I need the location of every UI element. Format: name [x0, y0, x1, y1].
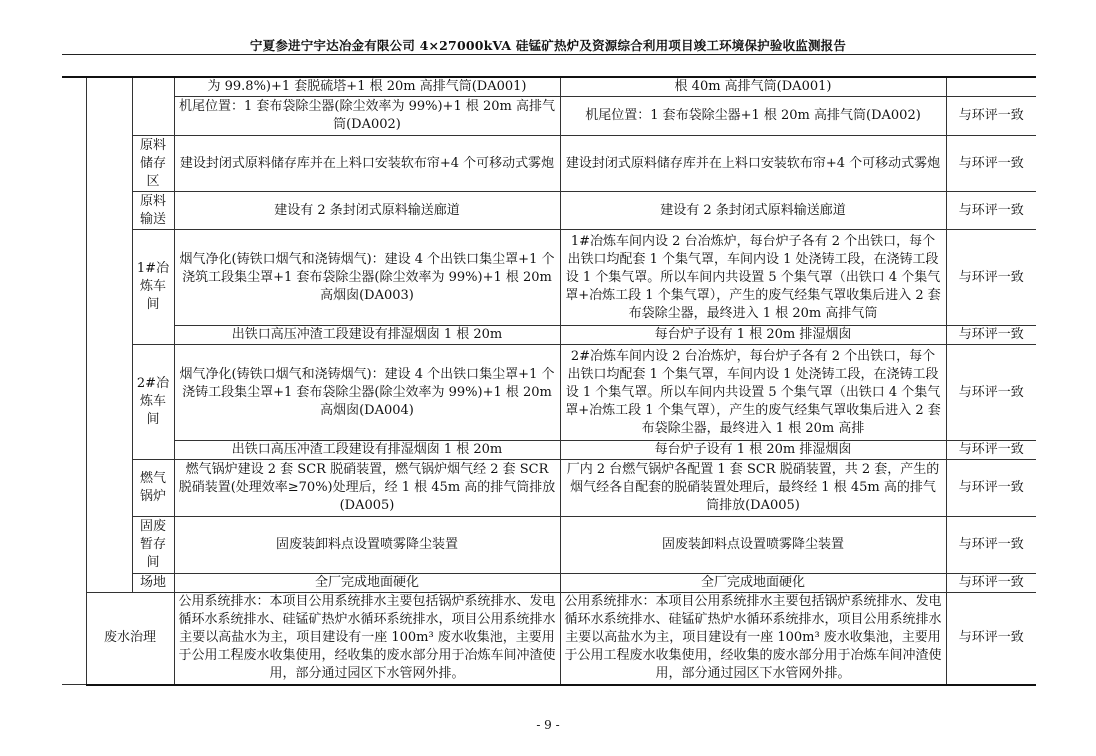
category-cell: 2#冶炼车间 — [132, 345, 174, 460]
category-cell: 固废暂存间 — [132, 517, 174, 574]
env-measure-cell: 建设封闭式原料储存库并在上料口安装软布帘+4 个可移动式雾炮 — [174, 136, 560, 192]
actual-measure-cell: 建设封闭式原料储存库并在上料口安装软布帘+4 个可移动式雾炮 — [560, 136, 946, 192]
actual-measure-cell: 固废装卸料点设置喷雾降尘装置 — [560, 517, 946, 574]
table-row — [62, 230, 1036, 326]
category-cell: 原料储存区 — [132, 136, 174, 192]
report-header-title: 宁夏参进宁宇达冶金有限公司 4×27000kVA 硅锰矿热炉及资源综合利用项目竣工环境保护验收监测报告 — [249, 38, 847, 53]
table-row — [62, 345, 1036, 441]
actual-measure-cell: 2#冶炼车间内设 2 台冶炼炉，每台炉子各有 2 个出铁口，每个出铁口均配套 1 个集气罩，车间内设 1 处浇铸工段，在浇铸工段设 1 个集气罩。所以车间内共设置 5 个集气罩（出铁口 4 个集气罩+冶炼工段 1 个集气罩），产生的废气经集气罩收集后进入 2 套布袋除尘器，最终进入 1 根 20m 高排 — [560, 345, 946, 441]
table-row — [62, 326, 1036, 345]
table-row — [62, 441, 1036, 460]
blank-category-col — [62, 77, 86, 685]
category-cell: 1#冶炼车间 — [132, 230, 174, 345]
env-measure-cell: 公用系统排水：本项目公用系统排水主要包括锅炉系统排水、发电循环水系统排水、硅锰矿热炉水循环系统排水，项目公用系统排水主要以高盐水为主，项目建设有一座 100m³ 废水收集池，主要用于公用工程废水收集使用，经收集的废水部分用于冶炼车间冲渣使用，部分通过园区下水管网外排。 — [174, 593, 560, 685]
actual-measure-cell: 建设有 2 条封闭式原料输送廊道 — [560, 192, 946, 230]
env-measure-cell: 建设有 2 条封闭式原料输送廊道 — [174, 192, 560, 230]
result-cell: 与环评一致 — [946, 97, 1036, 136]
category-cell: 原料输送 — [132, 192, 174, 230]
category-cell-continued — [132, 77, 174, 136]
result-cell: 与环评一致 — [946, 441, 1036, 460]
category-cell: 废水治理 — [86, 593, 174, 685]
actual-measure-cell: 每台炉子设有 1 根 20m 排湿烟囱 — [560, 326, 946, 345]
result-cell — [946, 77, 1036, 97]
actual-measure-cell: 根 40m 高排气筒(DA001) — [560, 77, 946, 97]
blank-subcategory-col — [86, 77, 132, 593]
result-cell: 与环评一致 — [946, 230, 1036, 326]
result-cell: 与环评一致 — [946, 345, 1036, 441]
env-measure-cell: 出铁口高压冲渣工段建设有排湿烟囱 1 根 20m — [174, 326, 560, 345]
table-row — [62, 593, 1036, 685]
actual-measure-cell: 机尾位置：1 套布袋除尘器+1 根 20m 高排气筒(DA002) — [560, 97, 946, 136]
env-measure-cell: 全厂完成地面硬化 — [174, 574, 560, 593]
table-row — [62, 77, 1036, 97]
env-measure-cell: 烟气净化(铸铁口烟气和浇铸烟气)：建设 4 个出铁口集尘罩+1 个浇铸工段集尘罩+1 套布袋除尘器(除尘效率为 99%)+1 根 20m 高烟囱(DA004) — [174, 345, 560, 441]
env-measure-cell: 机尾位置：1 套布袋除尘器(除尘效率为 99%)+1 根 20m 高排气筒(DA002) — [174, 97, 560, 136]
result-cell: 与环评一致 — [946, 574, 1036, 593]
table-row — [62, 574, 1036, 593]
actual-measure-cell: 公用系统排水：本项目公用系统排水主要包括锅炉系统排水、发电循环水系统排水、硅锰矿热炉水循环系统排水，项目公用系统排水主要以高盐水为主，项目建设有一座 100m³ 废水收集池，主要用于公用工程废水收集使用，经收集的废水部分用于冶炼车间冲渣使用，部分通过园区下水管网外排。 — [560, 593, 946, 685]
header-divider — [62, 54, 1036, 55]
env-measure-cell: 燃气锅炉建设 2 套 SCR 脱硝装置，燃气锅炉烟气经 2 套 SCR 脱硝装置(处理效率≥70%)处理后，经 1 根 45m 高的排气筒排放(DA005) — [174, 460, 560, 517]
actual-measure-cell: 全厂完成地面硬化 — [560, 574, 946, 593]
table-row — [62, 517, 1036, 574]
comparison-table — [62, 76, 1036, 686]
env-measure-cell: 烟气净化(铸铁口烟气和浇铸烟气)：建设 4 个出铁口集尘罩+1 个浇筑工段集尘罩+1 套布袋除尘器(除尘效率为 99%)+1 根 20m 高烟囱(DA003) — [174, 230, 560, 326]
env-measure-cell: 出铁口高压冲渣工段建设有排湿烟囱 1 根 20m — [174, 441, 560, 460]
result-cell: 与环评一致 — [946, 517, 1036, 574]
env-measure-cell: 固废装卸料点设置喷雾降尘装置 — [174, 517, 560, 574]
table-row — [62, 136, 1036, 192]
actual-measure-cell: 每台炉子设有 1 根 20m 排湿烟囱 — [560, 441, 946, 460]
env-measure-cell: 为 99.8%)+1 套脱硫塔+1 根 20m 高排气筒(DA001) — [174, 77, 560, 97]
category-cell: 燃气锅炉 — [132, 460, 174, 517]
result-cell: 与环评一致 — [946, 192, 1036, 230]
result-cell: 与环评一致 — [946, 326, 1036, 345]
result-cell: 与环评一致 — [946, 136, 1036, 192]
result-cell: 与环评一致 — [946, 593, 1036, 685]
actual-measure-cell: 厂内 2 台燃气锅炉各配置 1 套 SCR 脱硝装置，共 2 套，产生的烟气经各自配套的脱硝装置处理后，最终经 1 根 45m 高的排气筒排放(DA005) — [560, 460, 946, 517]
table-row — [62, 97, 1036, 136]
actual-measure-cell: 1#冶炼车间内设 2 台冶炼炉，每台炉子各有 2 个出铁口，每个出铁口均配套 1 个集气罩，车间内设 1 处浇铸工段，在浇铸工段设 1 个集气罩。所以车间内共设置 5 个集气罩（出铁口 4 个集气罩+冶炼工段 1 个集气罩），产生的废气经集气罩收集后进入 2 套布袋除尘器，最终进入 1 根 20m 高排气筒 — [560, 230, 946, 326]
category-cell: 场地 — [132, 574, 174, 593]
page-number: - 9 - — [536, 718, 560, 732]
result-cell: 与环评一致 — [946, 460, 1036, 517]
table-row — [62, 192, 1036, 230]
table-row — [62, 460, 1036, 517]
